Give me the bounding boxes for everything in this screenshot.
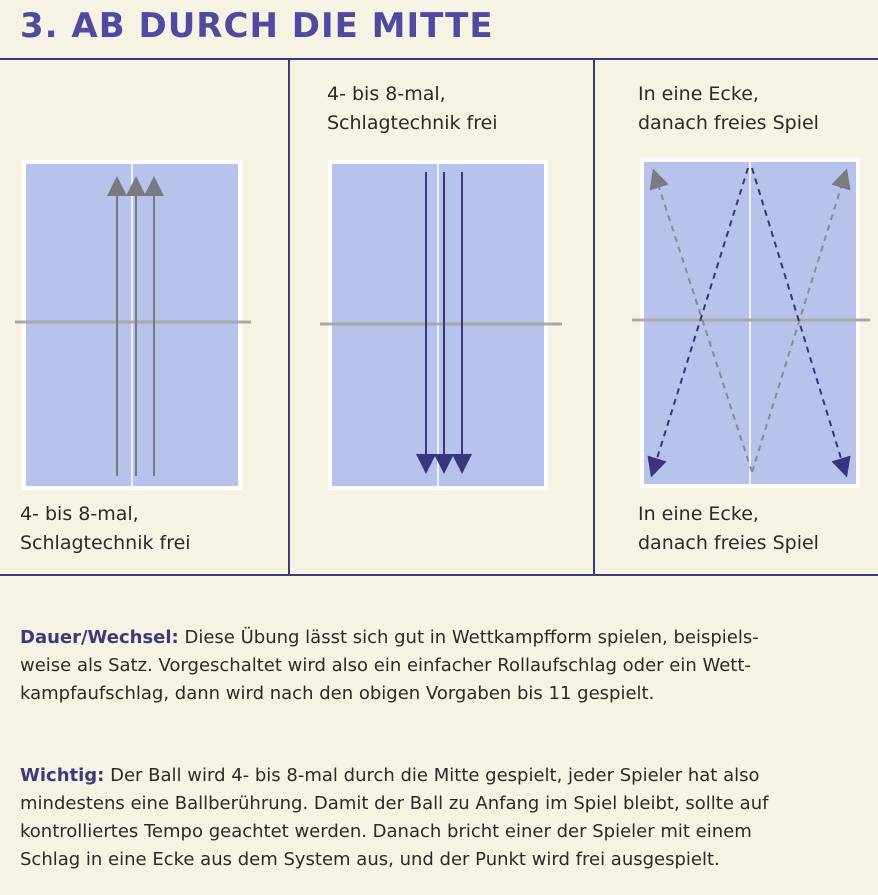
page-title: 3. AB DURCH DIE MITTE xyxy=(20,6,494,46)
dauer-line: Diese Übung lässt sich gut in Wettkampfform spielen, beispiels- xyxy=(178,627,759,648)
wichtig-line: Der Ball wird 4- bis 8-mal durch die Mitte gespielt, jeder Spieler hat also xyxy=(104,765,760,786)
wichtig-paragraph xyxy=(20,762,860,874)
panel-divider xyxy=(288,60,290,574)
wichtig-line: Schlag in eine Ecke aus dem System aus, und der Punkt wird frei ausgespielt. xyxy=(20,849,720,870)
panel-3-caption-bottom: In eine Ecke, danach freies Spiel xyxy=(638,503,819,554)
table-diagram-2 xyxy=(320,158,564,492)
wichtig-label: Wichtig: xyxy=(20,765,105,786)
dauer-label: Dauer/Wechsel: xyxy=(20,627,179,648)
exercise-panels xyxy=(0,58,878,576)
wichtig-line: kontrolliertes Tempo geachtet werden. Danach bricht einer der Spieler mit einem xyxy=(20,821,752,842)
wichtig-line: mindestens eine Ballberührung. Damit der Ball zu Anfang im Spiel bleibt, sollte auf xyxy=(20,793,769,814)
dauer-wechsel-paragraph xyxy=(20,624,860,708)
table-diagram-1 xyxy=(15,158,255,492)
table-diagram-3 xyxy=(632,156,872,490)
panel-1-caption: 4- bis 8-mal, Schlagtechnik frei xyxy=(20,503,191,554)
panel-divider xyxy=(593,60,595,574)
dauer-line: weise als Satz. Vorgeschaltet wird also ein einfacher Rollaufschlag oder ein Wett- xyxy=(20,655,751,676)
panel-3-caption-top: In eine Ecke, danach freies Spiel xyxy=(638,83,819,134)
dauer-line: kampfaufschlag, dann wird nach den obigen Vorgaben bis 11 gespielt. xyxy=(20,683,655,704)
panel-2-caption: 4- bis 8-mal, Schlagtechnik frei xyxy=(327,83,498,134)
